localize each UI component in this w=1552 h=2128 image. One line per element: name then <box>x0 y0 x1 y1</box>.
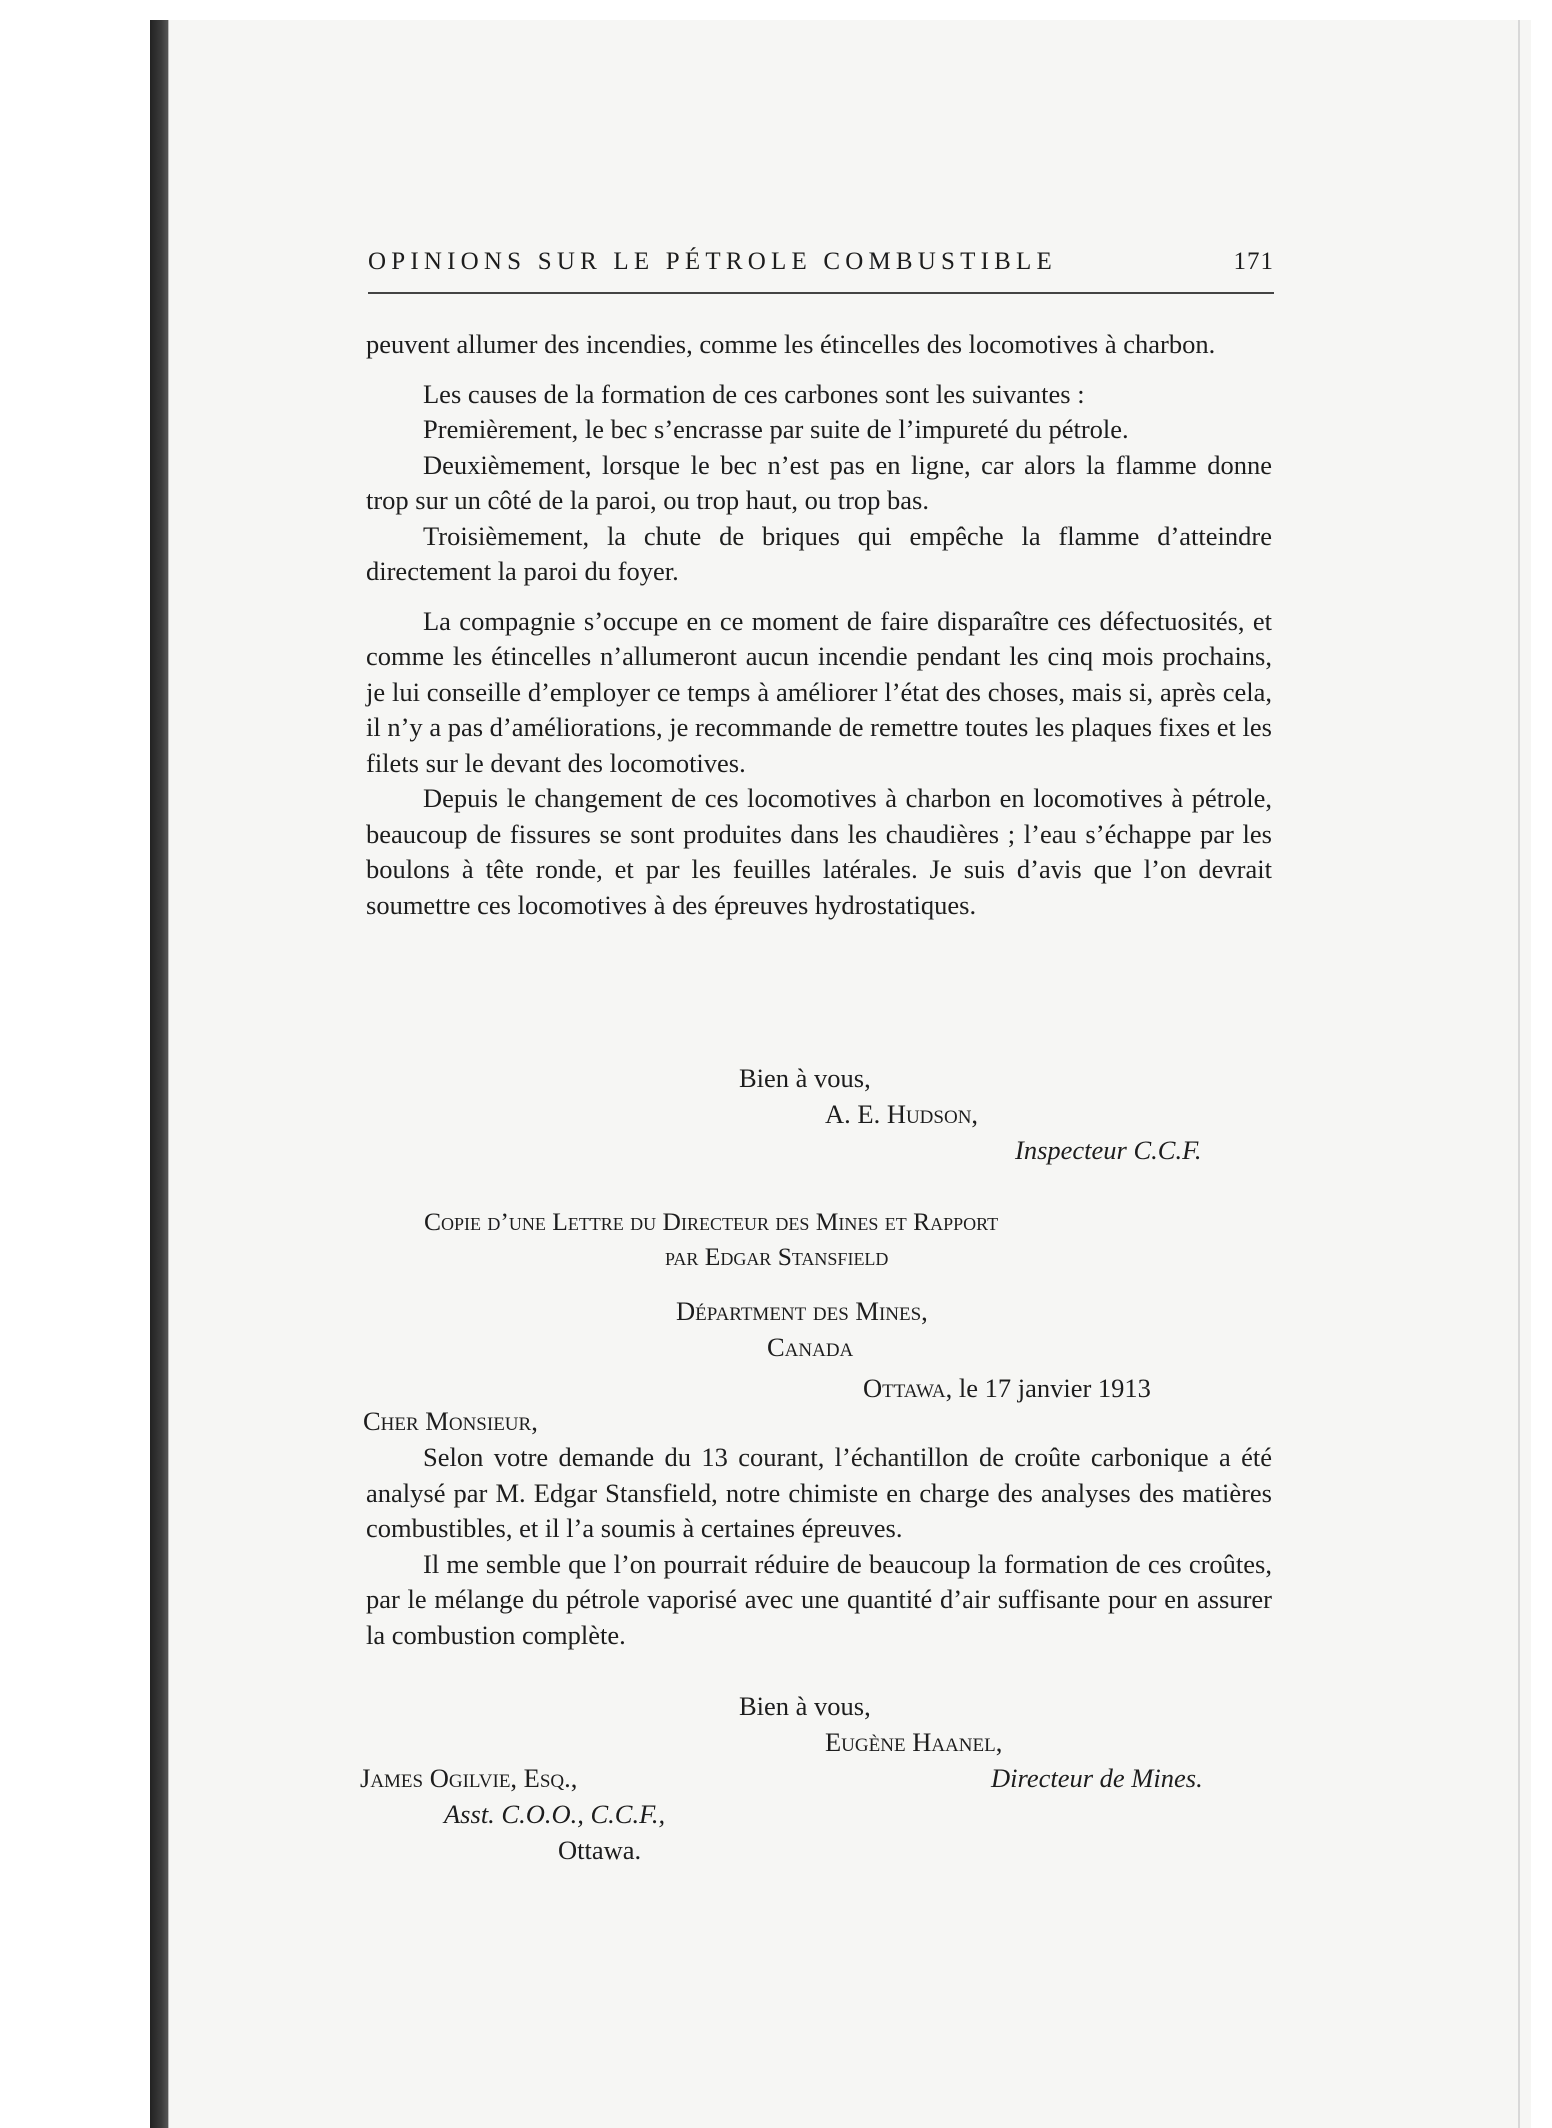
paragraph: Deuxièmement, lorsque le bec n’est pas en ligne, car alors la flamme donne trop sur un côté de la paroi, ou trop haut, ou trop bas. <box>366 449 1272 515</box>
section-heading-line1: Copie d’une Lettre du Directeur des Mines et Rapport <box>424 1207 999 1236</box>
paragraph: Les causes de la formation de ces carbones sont les suivantes : <box>423 378 1085 409</box>
signatory-title: Inspecteur C.C.F. <box>1015 1135 1202 1165</box>
signatory-name: A. E. Hudson, <box>825 1099 979 1129</box>
date-city: Ottawa, <box>863 1373 953 1403</box>
book-spine-shadow <box>150 20 168 2128</box>
letterhead-country: Canada <box>767 1332 854 1362</box>
page-edge <box>1518 20 1520 2128</box>
paragraph: La compagnie s’occupe en ce moment de faire disparaître ces défectuosités, et comme les étincelles n’allumeront aucun incendie pendant les cinq mois prochains, je lui conseille d’employer ce temps à améliorer l’état des choses, mais si, après cela, il n’y a pas d’améliorations, je recommande de remettre toutes les plaques fixes et les filets sur le devant des locomotives. <box>366 605 1272 778</box>
signatory-title: Directeur de Mines. <box>991 1763 1203 1793</box>
paragraph: Premièrement, le bec s’encrasse par suite de l’impureté du pétrole. <box>423 414 1129 444</box>
letterhead-department: Départment des Mines, <box>676 1296 928 1326</box>
date-text: le 17 janvier 1913 <box>958 1373 1151 1403</box>
section-heading-line2: par Edgar Stansfield <box>665 1242 889 1271</box>
letter-body-haanel <box>366 1440 1272 1653</box>
paragraph: Troisièmement, la chute de briques qui empêche la flamme d’atteindre directement la paroi du foyer. <box>366 520 1272 586</box>
letter-body-hudson <box>366 327 1272 923</box>
addressee-name: James Ogilvie, Esq., <box>360 1763 578 1793</box>
running-title: OPINIONS SUR LE PÉTROLE COMBUSTIBLE <box>368 248 1057 275</box>
header-rule <box>368 292 1274 294</box>
addressee-role: Asst. C.O.O., C.C.F., <box>444 1799 666 1829</box>
paragraph: peuvent allumer des incendies, comme les étincelles des locomotives à charbon. <box>366 329 1216 359</box>
greeting: Cher Monsieur, <box>363 1406 538 1436</box>
addressee-city: Ottawa. <box>558 1835 642 1865</box>
page-number: 171 <box>1233 248 1274 275</box>
letter-date <box>863 1371 1151 1407</box>
paragraph: Depuis le changement de ces locomotives à charbon en locomotives à pétrole, beaucoup de fissures se sont produites dans les chaudières ; l’eau s’échappe par les boulons à tête ronde, et par les feuilles latérales. Je suis d’avis que l’on devrait soumettre ces locomotives à des épreuves hydrostatiques. <box>366 783 1272 920</box>
closing-salutation: Bien à vous, <box>739 1691 871 1721</box>
closing-salutation: Bien à vous, <box>739 1063 871 1093</box>
signatory-name: Eugène Haanel, <box>825 1727 1003 1757</box>
running-header <box>368 248 1274 288</box>
paragraph: Il me semble que l’on pourrait réduire de beaucoup la formation de ces croûtes, par le mélange du pétrole vaporisé avec une quantité d’air suffisante pour en assurer la combustion complète. <box>366 1548 1272 1650</box>
paragraph: Selon votre demande du 13 courant, l’échantillon de croûte carbonique a été analysé par M. Edgar Stansfield, notre chimiste en charge des analyses des matières combustibles, et il l’a soumis à certaines épreuves. <box>366 1442 1272 1543</box>
